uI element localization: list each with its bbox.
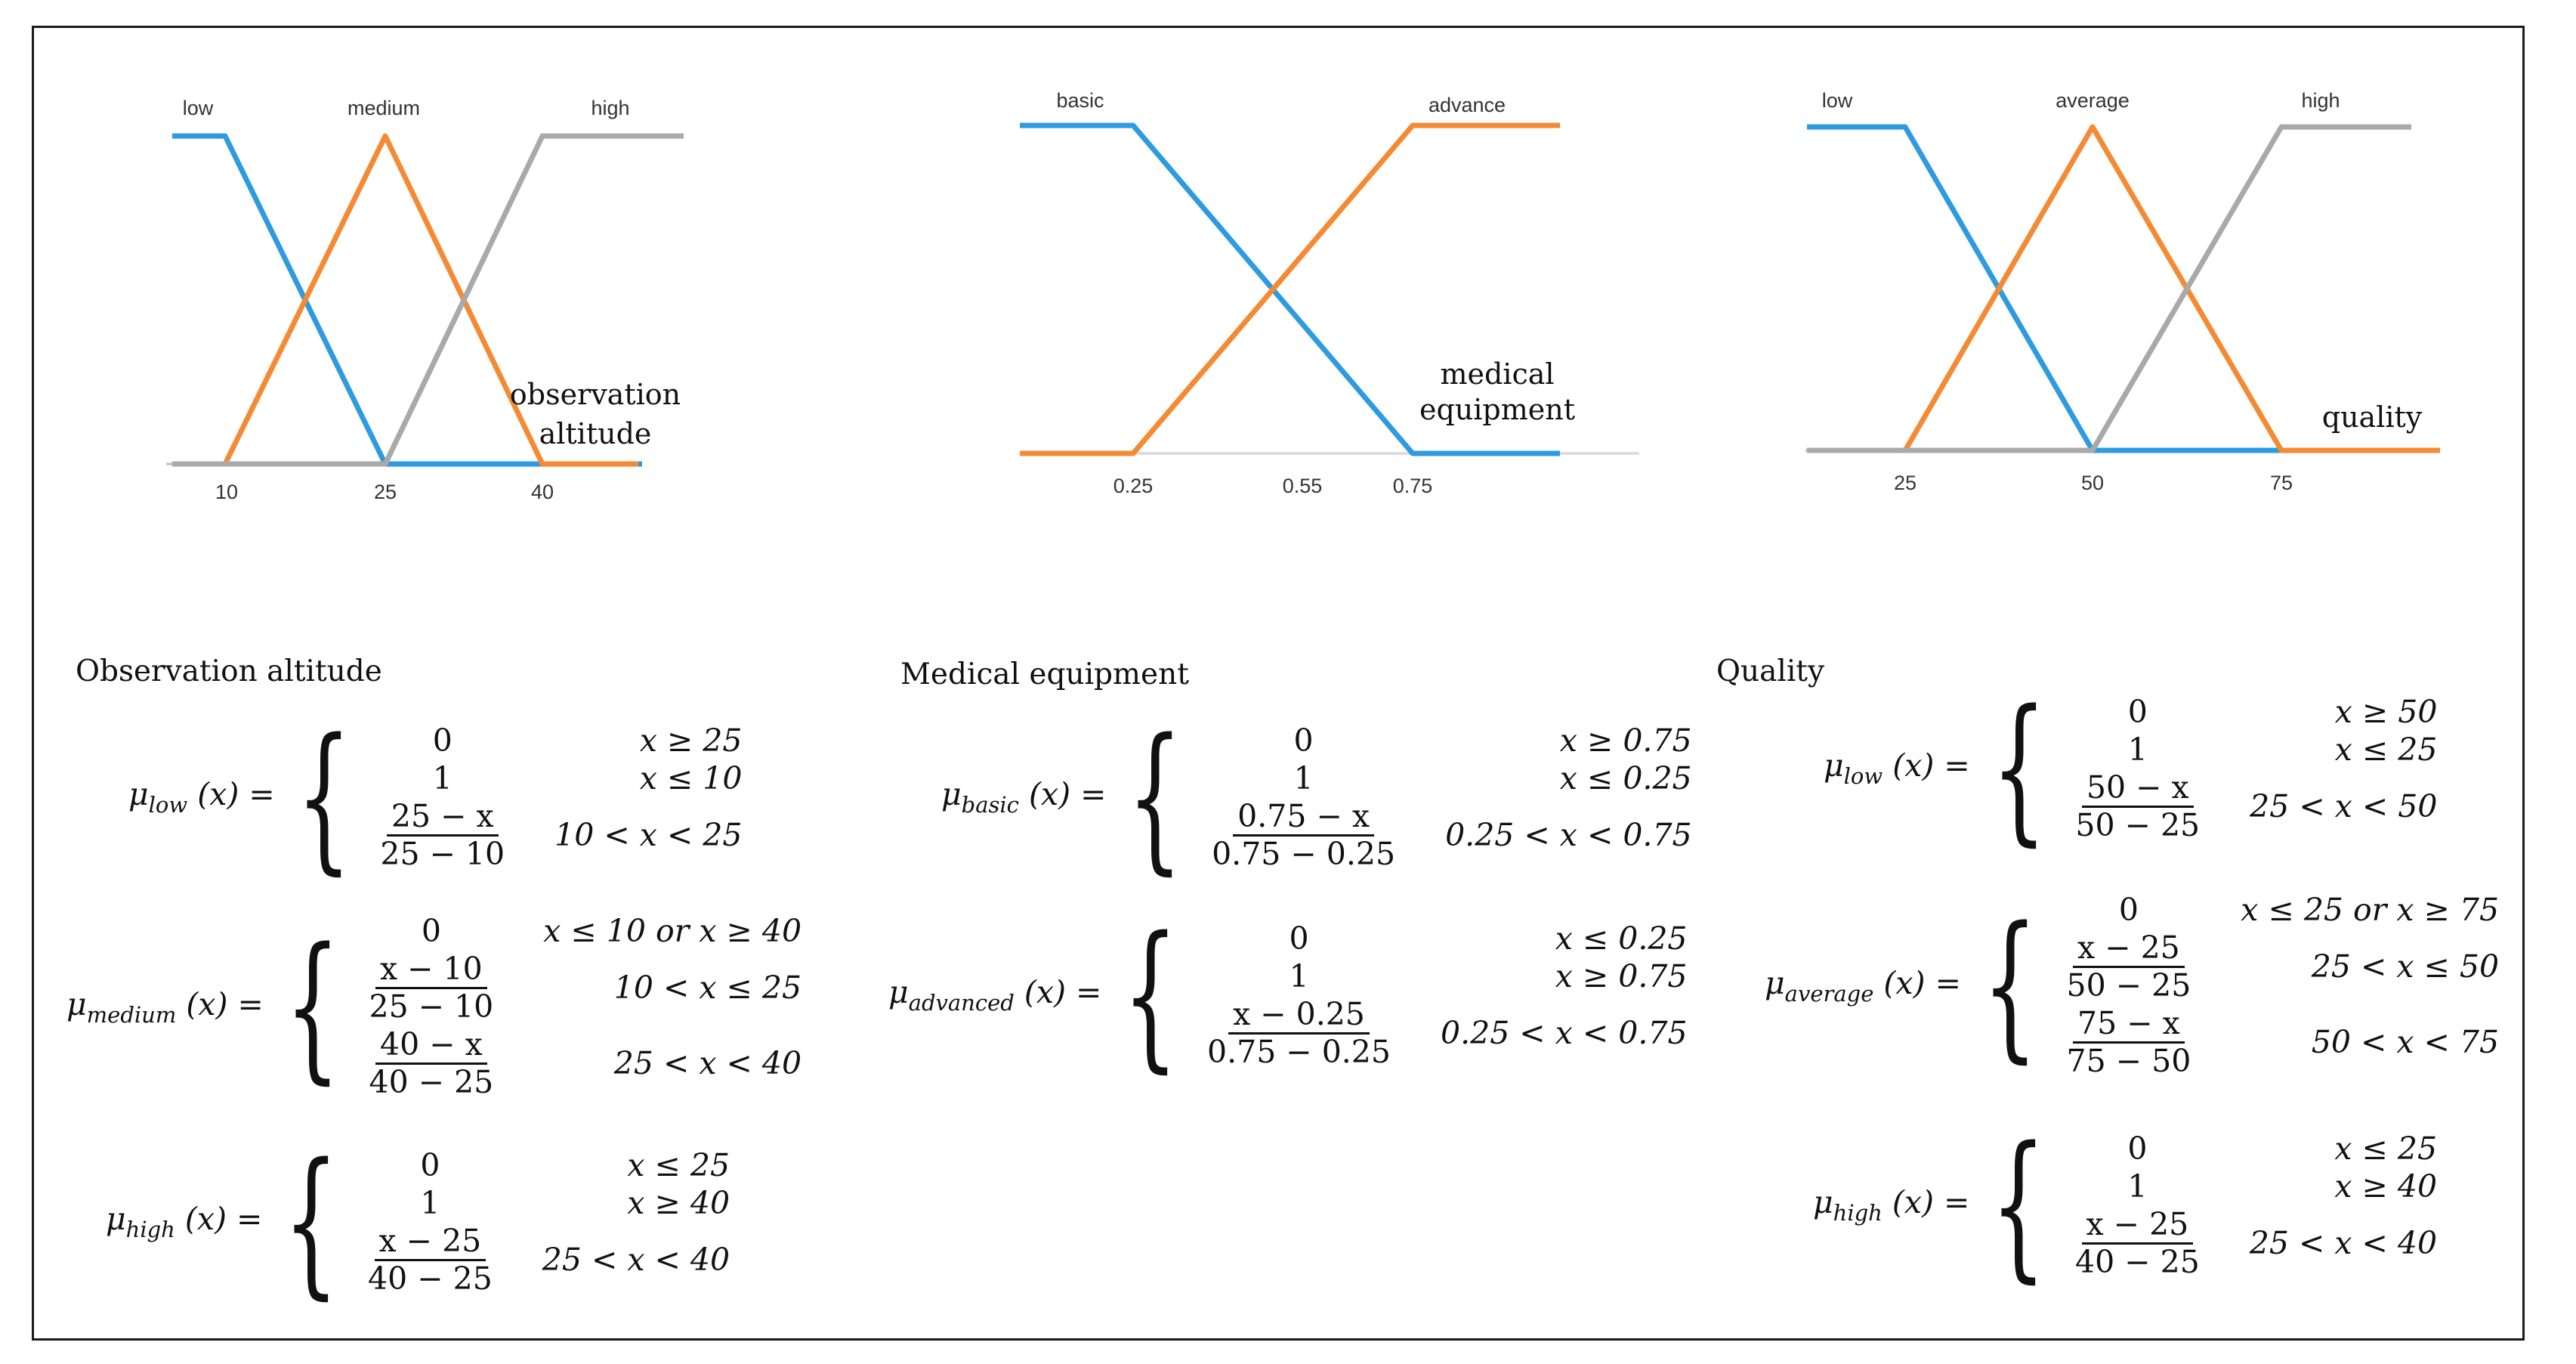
- formula-equipment-advanced: $\mu_{advanced}$ (x) = { 0 x ≤ 0.25 1 x ≥ 0.75 $\frac{x - 0.25}{0.75 - 0.25}$ 0.25 < x < 0.75: [888, 902, 1688, 1087]
- x-tick-label: 40: [530, 481, 554, 503]
- x-tick-label: 10: [215, 481, 239, 503]
- legend-label-low: low: [1821, 89, 1853, 112]
- fraction: $\frac{x - 10}{25 - 10}$: [369, 951, 494, 1025]
- section-title-altitude: Observation altitude: [76, 654, 382, 688]
- fraction: $\frac{50 - x}{50 - 25}$: [2075, 769, 2201, 843]
- left-brace: {: [283, 1129, 339, 1314]
- function-name: $\mu_{basic}$ (x) =: [941, 776, 1107, 818]
- legend-label-average: average: [2056, 89, 2130, 112]
- formula-altitude-high: $\mu_{high}$ (x) = { 0 x ≤ 25 1 x ≥ 40 $\frac{x - 25}{40 - 25}$ 25 < x < 40: [106, 1129, 730, 1314]
- legend-label-low: low: [182, 97, 214, 119]
- variable-label: observation: [509, 378, 681, 411]
- function-name: $\mu_{low}$ (x) =: [128, 776, 275, 818]
- x-tick-label: 0.25: [1113, 475, 1154, 497]
- x-tick-label: 50: [2080, 472, 2105, 494]
- series-line-high: [1807, 127, 2411, 450]
- function-name: $\mu_{advanced}$ (x) =: [888, 974, 1102, 1016]
- section-title-quality: Quality: [1716, 654, 1824, 688]
- fraction: $\frac{25 - x}{25 - 10}$: [380, 797, 505, 872]
- variable-label: medical: [1440, 357, 1555, 391]
- function-name: $\mu_{low}$ (x) =: [1824, 747, 1970, 790]
- fraction: $\frac{x - 0.25}{0.75 - 0.25}$: [1206, 995, 1391, 1070]
- formula-equipment-basic: $\mu_{basic}$ (x) = { 0 x ≥ 0.75 1 x ≤ 0.25 $\frac{0.75 - x}{0.75 - 0.25}$ 0.25 < x < 0.75: [941, 704, 1692, 889]
- legend-label-medium: medium: [347, 97, 421, 119]
- left-brace: {: [284, 914, 341, 1100]
- fraction: $\frac{x - 25}{40 - 25}$: [368, 1222, 493, 1297]
- variable-label: altitude: [539, 417, 652, 450]
- x-tick-label: 25: [373, 481, 397, 503]
- fraction: $\frac{75 - x}{75 - 50}$: [2066, 1005, 2191, 1080]
- formula-quality-average: $\mu_{average}$ (x) = { 0 x ≤ 25 or x ≥ 75 $\frac{x - 25}{50 - 25}$ 25 < x ≤ 50 $\frac{75 - x}{75 - 50}$ 50 < x < 75: [1765, 892, 2500, 1080]
- variable-label: equipment: [1419, 393, 1576, 426]
- formula-quality-low: $\mu_{low}$ (x) = { 0 x ≥ 50 1 x ≤ 25 $\frac{50 - x}{50 - 25}$ 25 < x < 50: [1824, 676, 2438, 861]
- fraction: $\frac{x - 25}{40 - 25}$: [2075, 1205, 2200, 1280]
- x-tick-label: 0.75: [1392, 475, 1433, 497]
- legend-label-high: high: [2301, 89, 2340, 112]
- legend-label-basic: basic: [1056, 89, 1104, 112]
- quality-membership-chart: [1790, 76, 2455, 529]
- fraction: $\frac{40 - x}{40 - 25}$: [369, 1026, 494, 1101]
- function-name: $\mu_{high}$ (x) =: [1813, 1184, 1970, 1226]
- left-brace: {: [1981, 892, 2038, 1078]
- legend-label-advance: advance: [1428, 94, 1506, 116]
- left-brace: {: [1123, 902, 1178, 1087]
- formula-altitude-medium: $\mu_{medium}$ (x) = { 0 x ≤ 10 or x ≥ 40 $\frac{x - 10}{25 - 10}$ 10 < x ≤ 25 $\frac{40 - x}{40 - 25}$ 25 < x < 40: [66, 913, 802, 1101]
- fraction: $\frac{0.75 - x}{0.75 - 0.25}$: [1212, 797, 1396, 872]
- x-tick-label: 0.55: [1282, 475, 1323, 497]
- legend-label-high: high: [591, 97, 630, 119]
- function-name: $\mu_{high}$ (x) =: [106, 1201, 263, 1243]
- equipment-membership-chart: [997, 76, 1662, 529]
- left-brace: {: [1127, 704, 1184, 889]
- left-brace: {: [1991, 676, 2047, 861]
- formula-quality-high: $\mu_{high}$ (x) = { 0 x ≤ 25 1 x ≥ 40 $\frac{x - 25}{40 - 25}$ 25 < x < 40: [1813, 1112, 2438, 1298]
- left-brace: {: [295, 704, 352, 889]
- x-tick-label: 25: [1893, 472, 1917, 494]
- formula-altitude-low: $\mu_{low}$ (x) = { 0 x ≥ 25 1 x ≤ 10 $\frac{25 - x}{25 - 10}$ 10 < x < 25: [128, 704, 743, 889]
- variable-label: quality: [2321, 401, 2423, 434]
- section-title-equipment: Medical equipment: [900, 657, 1189, 691]
- function-name: $\mu_{average}$ (x) =: [1765, 964, 1961, 1007]
- altitude-membership-chart: [151, 76, 725, 529]
- left-brace: {: [1991, 1112, 2046, 1298]
- fraction: $\frac{x - 25}{50 - 25}$: [2066, 929, 2191, 1004]
- series-line-medium: [172, 136, 638, 464]
- x-tick-label: 75: [2269, 472, 2293, 494]
- function-name: $\mu_{medium}$ (x) =: [66, 985, 264, 1028]
